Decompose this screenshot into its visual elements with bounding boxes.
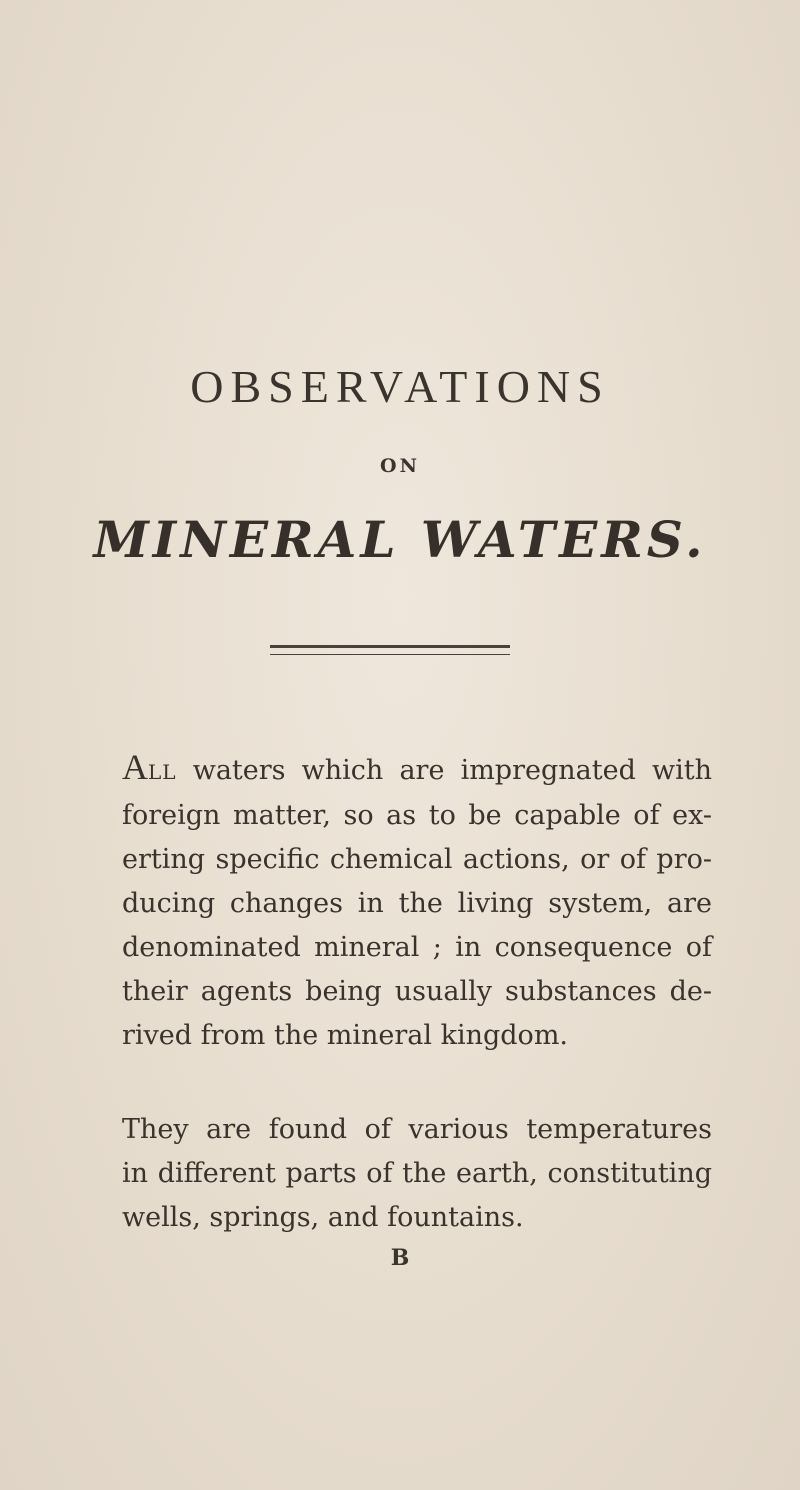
paragraph-line: foreign matter, so as to be capable of ex- xyxy=(122,800,712,831)
paragraph-line: erting specific chemical actions, or of pro- xyxy=(122,844,712,875)
drop-cap: A xyxy=(122,747,148,787)
title-connector: ON xyxy=(380,455,420,477)
paragraph-line: rived from the mineral kingdom. xyxy=(122,1020,569,1051)
signature-mark: B xyxy=(390,1245,410,1271)
first-line-text: waters which are impregnated with xyxy=(176,755,712,786)
paragraph-line: in different parts of the earth, constituting xyxy=(122,1158,712,1189)
decorative-rule xyxy=(270,645,510,655)
paragraph-line: ducing changes in the living system, are xyxy=(122,888,712,919)
paragraph-1 xyxy=(122,745,712,1058)
small-caps: LL xyxy=(148,760,177,784)
paragraph-line xyxy=(122,745,712,794)
paragraph-line: They are found of various temperatures xyxy=(122,1114,712,1145)
page-title: OBSERVATIONS xyxy=(190,361,610,412)
paragraph-line: wells, springs, and fountains. xyxy=(122,1202,524,1233)
paragraph-line: their agents being usually substances de- xyxy=(122,976,712,1007)
paragraph-2 xyxy=(122,1108,712,1240)
paragraph-line: denominated mineral ; in consequence of xyxy=(122,932,712,963)
page-subtitle: MINERAL WATERS. xyxy=(93,510,707,569)
